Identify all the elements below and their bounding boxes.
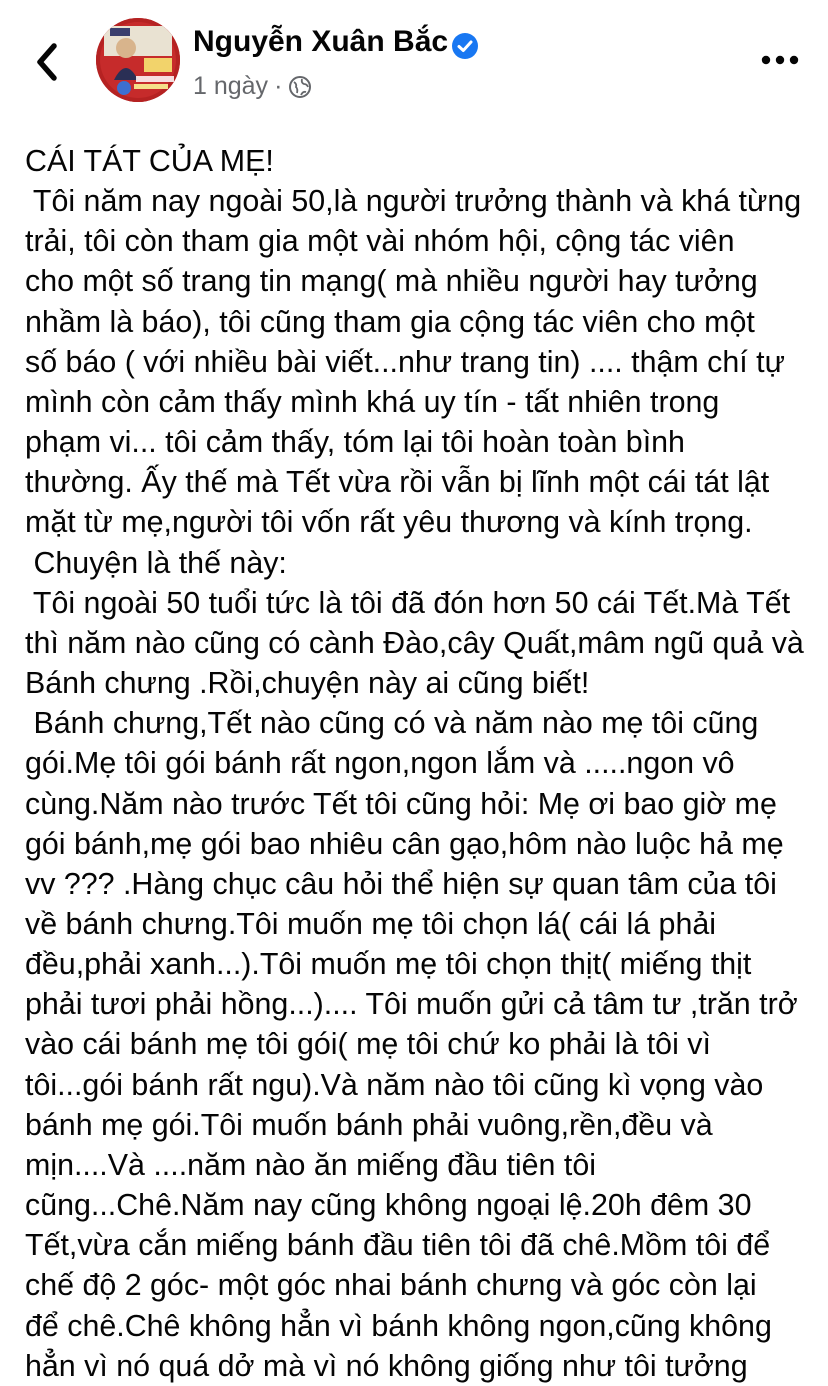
more-horizontal-icon <box>760 50 800 70</box>
verified-badge-icon <box>451 32 479 60</box>
author-name[interactable]: Nguyễn Xuân Bắc <box>193 25 449 58</box>
back-button[interactable] <box>28 40 68 84</box>
post-text-line: thì năm nào cũng có cành Đào,cây Quất,mâm ngũ quả và <box>25 625 804 660</box>
post-text-line: mặt từ mẹ,người tôi vốn rất yêu thương và kính trọng. <box>25 505 753 540</box>
post-text-line: phải tươi phải hồng...).... Tôi muốn gửi cả tâm tư ,trăn trở <box>25 987 798 1022</box>
post-text-line: hẳn vì nó quá dở mà vì nó không giống như tôi tưởng <box>25 1348 748 1383</box>
avatar[interactable] <box>96 18 180 102</box>
post-text-line: vv ??? .Hàng chục câu hỏi thể hiện sự quan tâm của tôi <box>25 866 777 901</box>
post-text-line: nhầm là báo), tôi cũng tham gia cộng tác viên cho một <box>25 304 755 339</box>
post-timestamp[interactable]: 1 ngày <box>193 72 269 100</box>
post-text-line: tôi...gói bánh rất ngu).Và năm nào tôi cũng kì vọng vào <box>25 1067 764 1102</box>
meta-separator: · <box>274 72 283 100</box>
post-text-line: Bánh chưng,Tết nào cũng có và năm nào mẹ tôi cũng <box>25 706 759 741</box>
post-text-line: cùng.Năm nào trước Tết tôi cũng hỏi: Mẹ ơi bao giờ mẹ <box>25 786 777 821</box>
post-text-line: trải, tôi còn tham gia một vài nhóm hội, cộng tác viên <box>25 224 735 259</box>
post-text-line: Tôi ngoài 50 tuổi tức là tôi đã đón hơn 50 cái Tết.Mà Tết <box>25 585 791 620</box>
avatar-image <box>96 18 180 102</box>
post-text-line: Tôi năm nay ngoài 50,là người trưởng thành và khá từng <box>25 184 802 219</box>
chevron-left-icon <box>28 40 68 84</box>
post-text-line: CÁI TÁT CỦA MẸ! <box>25 144 274 178</box>
post-text-line: đều,phải xanh...).Tôi muốn mẹ tôi chọn thịt( miếng thịt <box>25 947 752 982</box>
post-text-line: mịn....Và ....năm nào ăn miếng đầu tiên tôi <box>25 1147 596 1182</box>
post-text-line: mình còn cảm thấy mình khá uy tín - tất nhiên trong <box>25 384 720 419</box>
globe-icon[interactable] <box>288 75 312 99</box>
post-text-line: cho một số trang tin mạng( mà nhiều người hay tưởng <box>25 264 758 299</box>
post-text-line: vào cái bánh mẹ tôi gói( mẹ tôi chứ ko phải là tôi vì <box>25 1027 711 1062</box>
post-text-line: thường. Ấy thế mà Tết vừa rồi vẫn bị lĩnh một cái tát lật <box>25 465 770 500</box>
post-text-line: để chê.Chê không hẳn vì bánh không ngon,cũng không <box>25 1308 772 1343</box>
post-text-line: về bánh chưng.Tôi muốn mẹ tôi chọn lá( cái lá phải <box>25 906 717 941</box>
post-meta <box>193 72 312 101</box>
post-text-line: Tết,vừa cắn miếng bánh đầu tiên tôi đã chê.Mồm tôi để <box>25 1228 771 1263</box>
post-text-line: chế độ 2 góc- một góc nhai bánh chưng và góc còn lại <box>25 1268 757 1303</box>
post-body <box>25 141 815 1386</box>
post-text-line: Chuyện là thế này: <box>25 545 287 580</box>
post-header <box>0 0 828 120</box>
post-text-line: Bánh chưng .Rồi,chuyện này ai cũng biết! <box>25 666 590 701</box>
post-text-line: phạm vi... tôi cảm thấy, tóm lại tôi hoàn toàn bình <box>25 425 685 460</box>
post-text-line: gói.Mẹ tôi gói bánh rất ngon,ngon lắm và .....ngon vô <box>25 746 735 781</box>
post-text-line: gói bánh,mẹ gói bao nhiêu cân gạo,hôm nào luộc hả mẹ <box>25 826 784 861</box>
post-text-line: bánh mẹ gói.Tôi muốn bánh phải vuông,rền,đều và <box>25 1107 713 1142</box>
post-text-line: số báo ( với nhiều bài viết...như trang tin) .... thậm chí tự <box>25 344 785 379</box>
post-text-line: cũng...Chê.Năm nay cũng không ngoại lệ.20h đêm 30 <box>25 1188 752 1223</box>
more-options-button[interactable] <box>760 50 800 70</box>
